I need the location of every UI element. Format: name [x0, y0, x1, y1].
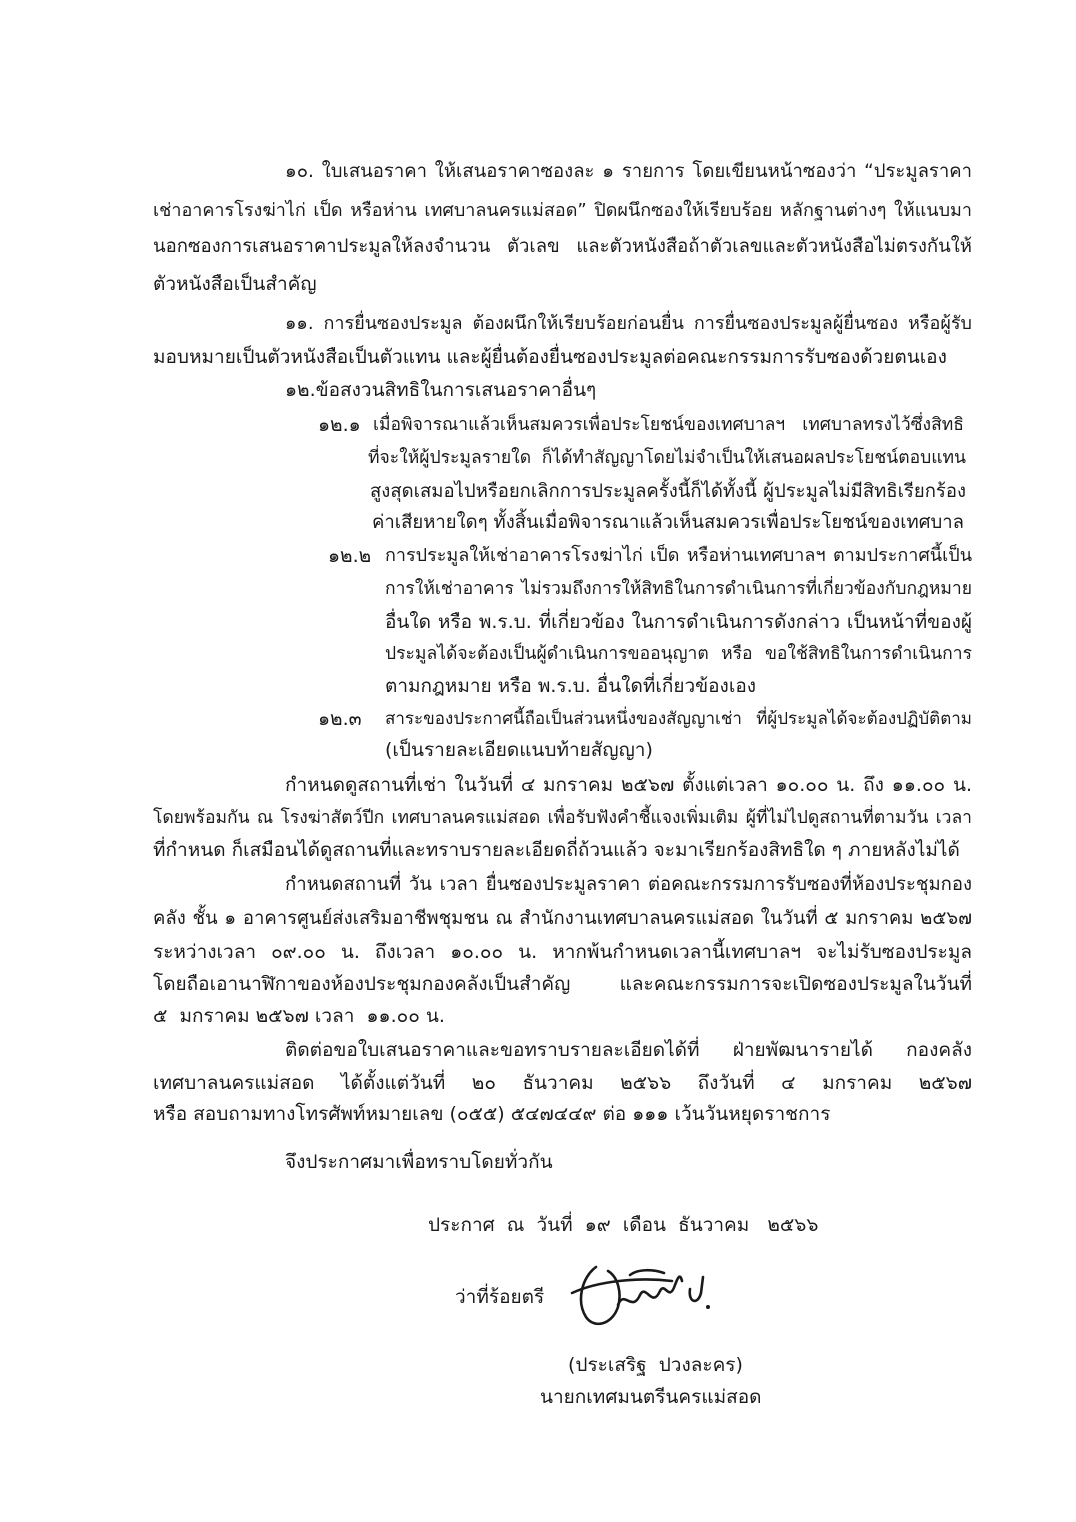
site-visit-line-2: โดยพร้อมกัน ณ โรงฆ่าสัตว์ปีก เทศบาลนครแม่สอด เพื่อรับฟังคำชี้แจงเพิ่มเติม ผู้ที่ไม่ไปดูสถานที่ตามวัน เวลา — [153, 808, 972, 828]
announcement-date: ประกาศ ณ วันที่ ๑๙ เดือน ธันวาคม ๒๕๖๖ — [428, 1214, 819, 1236]
item-12-2-line-3: อื่นใด หรือ พ.ร.บ. ที่เกี่ยวข้อง ในการดำเนินการดังกล่าว เป็นหน้าที่ของผู้ — [385, 611, 972, 633]
item-12-3-number: ๑๒.๓ — [318, 708, 362, 730]
item-10-line-2: เช่าอาคารโรงฆ่าไก่ เป็ด หรือห่าน เทศบาลนครแม่สอด” ปิดผนึกซองให้เรียบร้อย หลักฐานต่างๆ ให้แนบมา — [153, 200, 972, 221]
item-12-heading: ๑๒.ข้อสงวนสิทธิในการเสนอราคาอื่นๆ — [285, 379, 597, 401]
submission-line-1: กำหนดสถานที่ วัน เวลา ยื่นซองประมูลราคา ต่อคณะกรรมการรับซองที่ห้องประชุมกอง — [285, 874, 972, 895]
item-10-line-4: ตัวหนังสือเป็นสำคัญ — [153, 273, 317, 295]
item-12-1-line-1: เมื่อพิจารณาแล้วเห็นสมควรเพื่อประโยชน์ของเทศบาลฯ เทศบาลทรงไว้ซึ่งสิทธิ — [373, 415, 964, 435]
submission-line-5: ๕ มกราคม ๒๕๖๗ เวลา ๑๑.๐๐ น. — [153, 1005, 445, 1027]
signer-name: (ประเสริฐ ปวงละคร) — [568, 1354, 743, 1376]
item-10-line-3: นอกซองการเสนอราคาประมูลให้ลงจำนวน ตัวเลข และตัวหนังสือถ้าตัวเลขและตัวหนังสือไม่ตรงกันให้ — [153, 236, 972, 257]
item-11-line-1: ๑๑. การยื่นซองประมูล ต้องผนึกให้เรียบร้อยก่อนยื่น การยื่นซองประมูลผู้ยื่นซอง หรือผู้รับ — [285, 313, 972, 334]
submission-line-3: ระหว่างเวลา ๐๙.๐๐ น. ถึงเวลา ๑๐.๐๐ น. หากพ้นกำหนดเวลานี้เทศบาลฯ จะไม่รับซองประมูล — [153, 941, 972, 963]
closing-statement: จึงประกาศมาเพื่อทราบโดยทั่วกัน — [285, 1151, 553, 1173]
signer-rank: ว่าที่ร้อยตรี — [455, 1286, 545, 1308]
site-visit-line-1: กำหนดดูสถานที่เช่า ในวันที่ ๔ มกราคม ๒๕๖๗ ตั้งแต่เวลา ๑๐.๐๐ น. ถึง ๑๑.๐๐ น. — [285, 774, 972, 796]
site-visit-line-3: ที่กำหนด ก็เสมือนได้ดูสถานที่และทราบรายละเอียดถี่ถ้วนแล้ว จะมาเรียกร้องสิทธิใด ๆ ภายหลังไม่ได้ — [153, 839, 960, 861]
contact-line-2: เทศบาลนครแม่สอด ได้ตั้งแต่วันที่ ๒๐ ธันวาคม ๒๕๖๖ ถึงวันที่ ๔ มกราคม ๒๕๖๗ — [153, 1072, 972, 1094]
item-12-2-line-2: การให้เช่าอาคาร ไม่รวมถึงการให้สิทธิในการดำเนินการที่เกี่ยวข้องกับกฎหมาย — [385, 579, 972, 599]
item-12-3-line-1: สาระของประกาศนี้ถือเป็นส่วนหนึ่งของสัญญาเช่า ที่ผู้ประมูลได้จะต้องปฏิบัติตาม — [385, 709, 972, 729]
submission-line-2: คลัง ชั้น ๑ อาคารศูนย์ส่งเสริมอาชีพชุมชน ณ สำนักงานเทศบาลนครแม่สอด ในวันที่ ๕ มกราคม ๒๕๖๗ — [153, 908, 972, 929]
item-12-2-line-4: ประมูลได้จะต้องเป็นผู้ดำเนินการขออนุญาต หรือ ขอใช้สิทธิในการดำเนินการ — [385, 644, 972, 664]
item-12-2-line-1: การประมูลให้เช่าอาคารโรงฆ่าไก่ เป็ด หรือห่านเทศบาลฯ ตามประกาศนี้เป็น — [385, 545, 972, 566]
item-12-2-number: ๑๒.๒ — [328, 545, 372, 567]
item-10-line-1: ๑๐. ใบเสนอราคา ให้เสนอราคาซองละ ๑ รายการ โดยเขียนหน้าซองว่า “ประมูลราคา — [285, 161, 972, 182]
item-12-1-line-2: ที่จะให้ผู้ประมูลรายใด ก็ได้ทำสัญญาโดยไม่จำเป็นให้เสนอผลประโยชน์ตอบแทน — [368, 448, 966, 468]
contact-line-3: หรือ สอบถามทางโทรศัพท์หมายเลข (๐๕๕) ๕๔๗๔๔๙ ต่อ ๑๑๑ เว้นวันหยุดราชการ — [153, 1103, 831, 1125]
item-12-1-number: ๑๒.๑ — [318, 414, 361, 436]
item-12-1-line-3: สูงสุดเสมอไปหรือยกเลิกการประมูลครั้งนี้ก็ได้ทั้งนี้ ผู้ประมูลไม่มีสิทธิเรียกร้อง — [370, 481, 966, 502]
signer-position: นายกเทศมนตรีนครแม่สอด — [540, 1386, 762, 1408]
contact-line-1: ติดต่อขอใบเสนอราคาและขอทราบรายละเอียดได้ที่ ฝ่ายพัฒนารายได้ กองคลัง — [285, 1039, 972, 1061]
item-12-1-line-4: ค่าเสียหายใดๆ ทั้งสิ้นเมื่อพิจารณาแล้วเห็นสมควรเพื่อประโยชน์ของเทศบาล — [372, 512, 964, 533]
item-12-3-line-2: (เป็นรายละเอียดแนบท้ายสัญญา) — [385, 739, 653, 761]
submission-line-4: โดยถือเอานาฬิกาของห้องประชุมกองคลังเป็นสำคัญ และคณะกรรมการจะเปิดซองประมูลในวันที่ — [153, 973, 972, 995]
handwritten-signature — [568, 1255, 713, 1335]
item-11-line-2: มอบหมายเป็นตัวหนังสือเป็นตัวแทน และผู้ยื่นต้องยื่นซองประมูลต่อคณะกรรมการรับซองด้วยตนเอง — [153, 346, 947, 368]
item-12-2-line-5: ตามกฎหมาย หรือ พ.ร.บ. อื่นใดที่เกี่ยวข้องเอง — [385, 675, 757, 697]
